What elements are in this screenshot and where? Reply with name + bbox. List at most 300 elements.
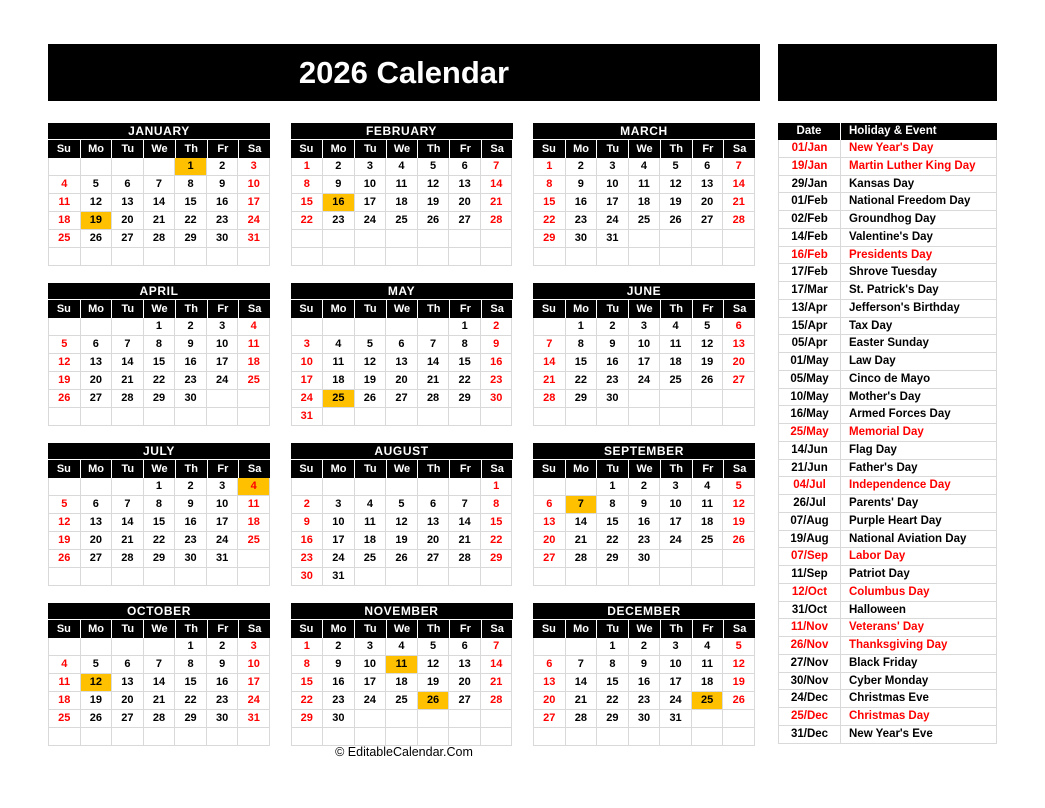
weekday-header: Fr: [207, 620, 239, 638]
date-cell: 3: [238, 638, 270, 656]
date-cell: 4: [238, 318, 270, 336]
holiday-date: 19/Aug: [790, 532, 829, 545]
date-cell: [723, 230, 755, 248]
date-cell: [481, 728, 513, 746]
holiday-date: 11/Nov: [790, 621, 829, 634]
date-cell: 12: [692, 336, 724, 354]
holiday-event-name: Labor Day: [840, 548, 996, 565]
weekday-header: Mo: [565, 300, 597, 318]
holiday-event-name: Columbus Day: [840, 584, 996, 601]
date-cell: [534, 478, 566, 496]
date-cell: 2: [629, 478, 661, 496]
date-cell: 16: [175, 354, 207, 372]
date-cell: [534, 318, 566, 336]
weekday-header: Th: [175, 140, 207, 158]
date-cell: [481, 230, 513, 248]
date-cell: 7: [723, 158, 755, 176]
weekday-header: Su: [533, 620, 565, 638]
holiday-event-name: Memorial Day: [840, 424, 996, 441]
weekday-header: Th: [417, 300, 449, 318]
date-cell: [629, 248, 661, 266]
date-cell: 13: [449, 656, 481, 674]
date-cell: 1: [292, 158, 324, 176]
date-cell: 24: [292, 390, 324, 408]
date-cell: 12: [660, 176, 692, 194]
holiday-event-name: Parents' Day: [840, 495, 996, 512]
date-cell: [292, 248, 324, 266]
date-cell: 15: [144, 354, 176, 372]
holiday-event-name: Patriot Day: [840, 566, 996, 583]
month-dates: [533, 318, 755, 426]
holiday-row: [779, 158, 996, 176]
weekday-header: Th: [175, 620, 207, 638]
week-row: [534, 478, 755, 496]
date-cell: 30: [207, 230, 239, 248]
holiday-row: [779, 300, 996, 318]
date-cell: 6: [81, 336, 113, 354]
week-row: [49, 674, 270, 692]
holiday-row: [779, 442, 996, 460]
holiday-event-name: Cyber Monday: [840, 673, 996, 690]
date-cell: [355, 728, 387, 746]
week-row: [534, 372, 755, 390]
date-cell: 23: [207, 212, 239, 230]
date-cell: 8: [292, 176, 324, 194]
date-cell: [449, 728, 481, 746]
date-cell: 23: [207, 692, 239, 710]
month-dates: [533, 478, 755, 586]
date-cell: 27: [723, 372, 755, 390]
holiday-event-name: Armed Forces Day: [840, 406, 996, 423]
date-cell: 5: [660, 158, 692, 176]
date-cell: [692, 248, 724, 266]
week-row: [49, 496, 270, 514]
date-cell: 11: [386, 176, 418, 194]
holiday-event-name: Christmas Eve: [840, 690, 996, 707]
month-calendar-january: [48, 123, 270, 266]
month-title: SEPTEMBER: [533, 443, 755, 460]
date-cell: [386, 318, 418, 336]
date-cell: 17: [238, 674, 270, 692]
date-cell: [723, 390, 755, 408]
date-cell: 24: [660, 692, 692, 710]
holiday-row: [779, 531, 996, 549]
date-cell: 5: [49, 336, 81, 354]
holiday-row: [779, 247, 996, 265]
holiday-date: 05/Apr: [791, 337, 828, 350]
date-cell: [49, 478, 81, 496]
week-row: [292, 336, 513, 354]
weekday-header: We: [628, 620, 660, 638]
date-cell: 24: [660, 532, 692, 550]
date-cell: 9: [323, 176, 355, 194]
date-cell: [418, 728, 450, 746]
date-cell: [723, 568, 755, 586]
holiday-date: 25/Dec: [790, 710, 829, 722]
week-row: [534, 354, 755, 372]
date-cell: 29: [175, 230, 207, 248]
date-cell: [81, 248, 113, 266]
holiday-event-name: Groundhog Day: [840, 211, 996, 228]
date-cell: 28: [144, 710, 176, 728]
date-cell: 29: [534, 230, 566, 248]
holiday-date: 15/Apr: [791, 319, 828, 332]
holiday-event-name: Valentine's Day: [840, 229, 996, 246]
date-cell: 24: [355, 692, 387, 710]
holiday-date: 02/Feb: [791, 213, 828, 225]
holiday-date: 10/May: [790, 390, 829, 403]
date-cell: 30: [629, 550, 661, 568]
date-cell: 16: [629, 514, 661, 532]
date-cell: [207, 728, 239, 746]
date-cell: 10: [207, 336, 239, 354]
date-cell: 28: [481, 212, 513, 230]
date-cell: 21: [144, 692, 176, 710]
date-cell: 5: [355, 336, 387, 354]
date-cell: 15: [597, 674, 629, 692]
date-cell: [112, 478, 144, 496]
date-cell: 13: [81, 354, 113, 372]
date-cell: [660, 248, 692, 266]
date-cell: 3: [597, 158, 629, 176]
week-row: [534, 550, 755, 568]
date-cell: [323, 230, 355, 248]
weekday-header: Tu: [354, 460, 386, 478]
date-cell: 6: [449, 638, 481, 656]
date-cell: 31: [238, 230, 270, 248]
week-row: [534, 514, 755, 532]
weekday-header: Mo: [322, 140, 354, 158]
date-cell: 28: [112, 390, 144, 408]
date-cell: [692, 230, 724, 248]
date-cell: [355, 408, 387, 426]
date-cell: [144, 638, 176, 656]
date-cell: 15: [175, 674, 207, 692]
month-dates: [533, 158, 755, 266]
weekday-header: Th: [175, 300, 207, 318]
date-cell: [81, 728, 113, 746]
holiday-date: 31/Oct: [791, 603, 828, 616]
month-title: FEBRUARY: [291, 123, 513, 140]
date-cell: [386, 408, 418, 426]
date-cell: [629, 230, 661, 248]
date-cell: 2: [323, 158, 355, 176]
date-cell: 6: [723, 318, 755, 336]
date-cell: 10: [238, 176, 270, 194]
date-cell: 9: [292, 514, 324, 532]
holiday-event-name: St. Patrick's Day: [840, 282, 996, 299]
week-row: [292, 248, 513, 266]
date-cell: 10: [323, 514, 355, 532]
date-cell: 17: [292, 372, 324, 390]
date-cell: 23: [323, 692, 355, 710]
date-cell: 3: [629, 318, 661, 336]
week-row: [534, 656, 755, 674]
date-cell: [597, 248, 629, 266]
week-row: [292, 372, 513, 390]
date-cell: 3: [238, 158, 270, 176]
date-cell: 26: [386, 550, 418, 568]
date-cell: 10: [629, 336, 661, 354]
holiday-date: 29/Jan: [791, 177, 828, 190]
date-cell: 6: [534, 496, 566, 514]
date-cell: 11: [238, 496, 270, 514]
date-cell: 2: [597, 318, 629, 336]
weekday-header: Su: [291, 620, 323, 638]
week-row: [534, 568, 755, 586]
week-row: [292, 710, 513, 728]
date-cell: 12: [418, 656, 450, 674]
date-cell: 15: [449, 354, 481, 372]
date-cell: 30: [323, 710, 355, 728]
date-cell: [418, 568, 450, 586]
date-cell: [112, 158, 144, 176]
date-cell: 20: [449, 674, 481, 692]
weekday-header: Th: [417, 140, 449, 158]
week-row: [534, 194, 755, 212]
holiday-event-name: Mother's Day: [840, 389, 996, 406]
weekday-header: We: [143, 620, 175, 638]
date-cell: [692, 390, 724, 408]
date-cell: 1: [449, 318, 481, 336]
date-cell: 25: [323, 390, 355, 408]
date-cell: 1: [597, 478, 629, 496]
date-cell: 22: [144, 532, 176, 550]
weekday-header: Th: [660, 300, 692, 318]
weekday-header: Tu: [111, 300, 143, 318]
date-cell: 29: [144, 390, 176, 408]
date-cell: 1: [292, 638, 324, 656]
date-cell: [81, 478, 113, 496]
date-cell: 25: [49, 230, 81, 248]
date-cell: 15: [175, 194, 207, 212]
holiday-row: [779, 264, 996, 282]
date-cell: 15: [292, 194, 324, 212]
date-cell: [144, 248, 176, 266]
date-cell: 26: [49, 550, 81, 568]
date-cell: 20: [534, 692, 566, 710]
date-cell: 18: [238, 354, 270, 372]
date-cell: 20: [534, 532, 566, 550]
date-cell: 30: [207, 710, 239, 728]
date-cell: 17: [660, 514, 692, 532]
date-cell: 9: [207, 176, 239, 194]
date-cell: 17: [207, 354, 239, 372]
date-cell: 12: [723, 496, 755, 514]
holiday-event-name: National Freedom Day: [840, 193, 996, 210]
date-cell: 20: [692, 194, 724, 212]
weekday-header: Mo: [565, 620, 597, 638]
weekday-header: Su: [533, 460, 565, 478]
date-cell: 18: [386, 194, 418, 212]
date-cell: 26: [660, 212, 692, 230]
date-cell: [386, 568, 418, 586]
date-cell: 20: [81, 532, 113, 550]
date-cell: [418, 478, 450, 496]
month-calendar-august: [291, 443, 513, 586]
date-cell: 29: [481, 550, 513, 568]
date-cell: [355, 230, 387, 248]
date-cell: 22: [292, 692, 324, 710]
date-cell: [323, 248, 355, 266]
holiday-date: 11/Sep: [791, 568, 828, 580]
holiday-date: 16/May: [790, 408, 829, 421]
date-cell: 7: [481, 638, 513, 656]
date-cell: 8: [144, 336, 176, 354]
weekday-header: Mo: [322, 460, 354, 478]
date-cell: 12: [81, 674, 113, 692]
date-cell: 31: [238, 710, 270, 728]
date-cell: 14: [534, 354, 566, 372]
week-row: [49, 194, 270, 212]
date-cell: 24: [355, 212, 387, 230]
weekday-header: Mo: [322, 620, 354, 638]
holiday-event-column-header: Holiday & Event: [840, 123, 997, 140]
date-cell: 19: [660, 194, 692, 212]
month-dates: [533, 638, 755, 746]
date-cell: 4: [49, 176, 81, 194]
date-cell: [692, 710, 724, 728]
holiday-date: 07/Sep: [790, 550, 829, 563]
date-cell: 14: [481, 176, 513, 194]
holiday-date: 01/May: [790, 355, 829, 367]
date-cell: 22: [144, 372, 176, 390]
holiday-date: 31/Dec: [790, 727, 829, 740]
date-cell: 3: [323, 496, 355, 514]
holiday-date: 14/Jun: [791, 443, 828, 456]
date-cell: [386, 230, 418, 248]
date-cell: 6: [534, 656, 566, 674]
date-cell: 8: [566, 336, 598, 354]
date-cell: 3: [207, 318, 239, 336]
date-cell: 8: [534, 176, 566, 194]
date-cell: 27: [81, 550, 113, 568]
holiday-row: [779, 690, 996, 708]
date-cell: 5: [81, 656, 113, 674]
date-cell: 7: [481, 158, 513, 176]
date-cell: 21: [144, 212, 176, 230]
holiday-table-header: [778, 123, 997, 140]
weekday-header: Fr: [207, 140, 239, 158]
date-cell: 12: [49, 514, 81, 532]
date-cell: [723, 710, 755, 728]
weekday-header: Mo: [80, 620, 112, 638]
holiday-row: [779, 229, 996, 247]
date-cell: 27: [534, 550, 566, 568]
week-row: [292, 194, 513, 212]
weekday-header: Th: [175, 460, 207, 478]
date-cell: 30: [597, 390, 629, 408]
week-row: [49, 728, 270, 746]
date-cell: 13: [534, 514, 566, 532]
weekday-header: Su: [291, 460, 323, 478]
date-cell: 5: [386, 496, 418, 514]
date-cell: [534, 408, 566, 426]
weekday-header: Tu: [354, 300, 386, 318]
holiday-event-name: Cinco de Mayo: [840, 371, 996, 388]
week-row: [292, 158, 513, 176]
holiday-row: [779, 211, 996, 229]
date-cell: 26: [692, 372, 724, 390]
weekday-header: Mo: [565, 140, 597, 158]
date-cell: [386, 710, 418, 728]
date-cell: 31: [292, 408, 324, 426]
date-cell: 28: [566, 710, 598, 728]
date-cell: 23: [597, 372, 629, 390]
date-cell: 10: [238, 656, 270, 674]
holiday-date: 30/Nov: [790, 674, 829, 687]
date-cell: 25: [692, 692, 724, 710]
date-cell: 23: [323, 212, 355, 230]
date-cell: 1: [481, 478, 513, 496]
holiday-row: [779, 353, 996, 371]
week-row: [292, 656, 513, 674]
date-cell: 15: [144, 514, 176, 532]
date-cell: 15: [534, 194, 566, 212]
date-cell: [449, 408, 481, 426]
week-row: [49, 212, 270, 230]
date-cell: 21: [112, 532, 144, 550]
weekday-header: Su: [533, 300, 565, 318]
weekday-header: Tu: [596, 300, 628, 318]
holiday-date: 04/Jul: [793, 479, 826, 492]
date-cell: 17: [323, 532, 355, 550]
holiday-event-name: Father's Day: [840, 460, 996, 477]
weekday-header: We: [628, 140, 660, 158]
date-cell: [629, 728, 661, 746]
date-cell: 20: [112, 212, 144, 230]
date-cell: 24: [238, 212, 270, 230]
date-cell: [49, 408, 81, 426]
month-title: JUNE: [533, 283, 755, 300]
weekday-header: Sa: [481, 300, 513, 318]
weekday-header: Sa: [481, 460, 513, 478]
week-row: [49, 568, 270, 586]
date-cell: 2: [207, 638, 239, 656]
date-cell: [238, 248, 270, 266]
week-row: [292, 674, 513, 692]
date-cell: 22: [534, 212, 566, 230]
date-cell: 16: [597, 354, 629, 372]
date-cell: 16: [481, 354, 513, 372]
date-cell: 27: [449, 692, 481, 710]
date-cell: 8: [449, 336, 481, 354]
weekday-header: Fr: [449, 460, 481, 478]
date-cell: 22: [449, 372, 481, 390]
date-cell: [207, 248, 239, 266]
date-cell: 28: [112, 550, 144, 568]
week-row: [534, 408, 755, 426]
holiday-row: [779, 140, 996, 158]
date-cell: 16: [292, 532, 324, 550]
date-cell: 13: [386, 354, 418, 372]
date-cell: 19: [49, 372, 81, 390]
date-cell: [323, 408, 355, 426]
week-row: [49, 390, 270, 408]
date-cell: 22: [175, 692, 207, 710]
week-row: [292, 318, 513, 336]
holiday-row: [779, 406, 996, 424]
date-cell: 26: [49, 390, 81, 408]
date-cell: 4: [386, 638, 418, 656]
date-cell: 23: [629, 692, 661, 710]
date-cell: 27: [386, 390, 418, 408]
date-cell: 18: [692, 674, 724, 692]
week-row: [534, 710, 755, 728]
weekday-header: Fr: [692, 140, 724, 158]
date-cell: 28: [481, 692, 513, 710]
date-cell: 29: [566, 390, 598, 408]
